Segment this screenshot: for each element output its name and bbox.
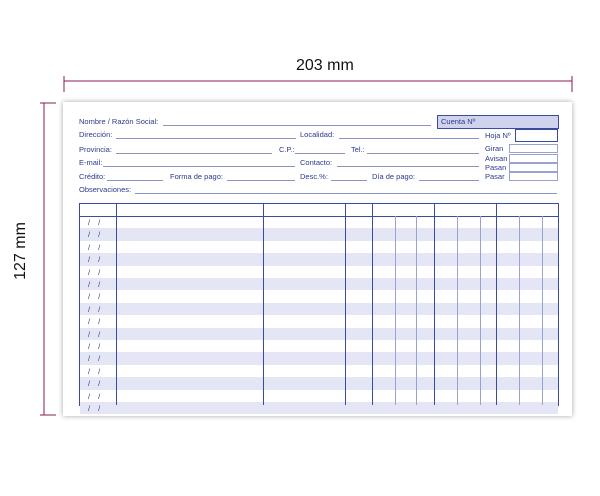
tel-field[interactable] [367,153,479,154]
cp-label: C.P.: [279,145,295,154]
date-cell[interactable]: / / [88,280,104,289]
row-stripe [80,328,558,340]
giran-label: Giran [485,144,504,153]
ledger-table [79,203,559,413]
width-label: 203 mm [296,57,354,74]
observaciones-field[interactable] [135,193,557,194]
date-cell[interactable]: / / [88,354,104,364]
column-divider [496,204,497,405]
tel-label: Tel.: [351,145,365,154]
credito-field[interactable] [107,180,163,181]
pasan-label: Pasan [485,163,507,172]
subcolumn-divider [457,216,458,405]
nombre-field[interactable] [163,125,431,126]
cuenta-field[interactable] [437,115,559,129]
date-cell[interactable]: / / [88,342,104,351]
form-card [63,102,572,416]
hoja-field[interactable] [515,129,558,142]
provincia-label: Provincia: [79,145,112,154]
dia-pago-label: Día de pago: [372,172,415,181]
date-cell[interactable]: / / [88,230,104,240]
forma-pago-field[interactable] [227,180,295,181]
email-label: E-mail: [79,158,103,167]
row-stripe [80,253,558,265]
cp-field[interactable] [295,153,345,154]
column-divider [263,204,264,405]
localidad-label: Localidad: [300,130,335,139]
row-stripe [80,377,558,389]
email-field[interactable] [103,166,295,167]
desc-field[interactable] [331,180,367,181]
nombre-label: Nombre / Razón Social: [79,117,159,126]
date-cell[interactable]: / / [88,404,104,413]
date-cell[interactable]: / / [88,379,104,389]
row-stripe [80,303,558,315]
pasan-field[interactable] [509,163,558,172]
date-cell[interactable]: / / [88,292,104,302]
date-cell[interactable]: / / [88,267,104,277]
avisan-label: Avisan [485,154,508,163]
subcolumn-divider [416,216,417,405]
date-cell[interactable]: / / [88,218,104,227]
provincia-field[interactable] [116,153,272,154]
subcolumn-divider [519,216,520,405]
row-stripe [80,228,558,240]
header-rule [80,216,558,217]
forma-pago-label: Forma de pago: [170,172,223,181]
localidad-field[interactable] [339,138,479,139]
date-cell[interactable]: / / [88,317,104,327]
date-cell[interactable]: / / [88,304,104,314]
date-cell[interactable]: / / [88,329,104,339]
date-cell[interactable]: / / [88,391,104,401]
date-cell[interactable]: / / [88,366,104,376]
contacto-field[interactable] [337,166,479,167]
column-divider [434,204,435,405]
row-stripe [80,352,558,364]
direccion-label: Dirección: [79,130,113,139]
contacto-label: Contacto: [300,158,333,167]
pasar-label: Pasar [485,172,505,181]
direccion-field[interactable] [116,138,296,139]
subcolumn-divider [542,216,543,405]
subcolumn-divider [395,216,396,405]
height-label: 127 mm [11,222,29,280]
credito-label: Crédito: [79,172,106,181]
cuenta-label: Cuenta Nº [441,117,476,126]
desc-label: Desc.%: [300,172,328,181]
row-stripe [80,402,558,414]
observaciones-label: Observaciones: [79,185,132,194]
date-cell[interactable]: / / [88,242,104,252]
column-divider [372,204,373,405]
column-divider [345,204,346,405]
row-stripe [80,278,558,290]
hoja-label: Hoja Nº [485,131,511,140]
column-divider [116,204,117,405]
date-cell[interactable]: / / [88,255,104,265]
subcolumn-divider [480,216,481,405]
dia-pago-field[interactable] [419,180,479,181]
avisan-field[interactable] [509,154,558,163]
pasar-field[interactable] [509,172,558,181]
giran-field[interactable] [509,144,558,153]
